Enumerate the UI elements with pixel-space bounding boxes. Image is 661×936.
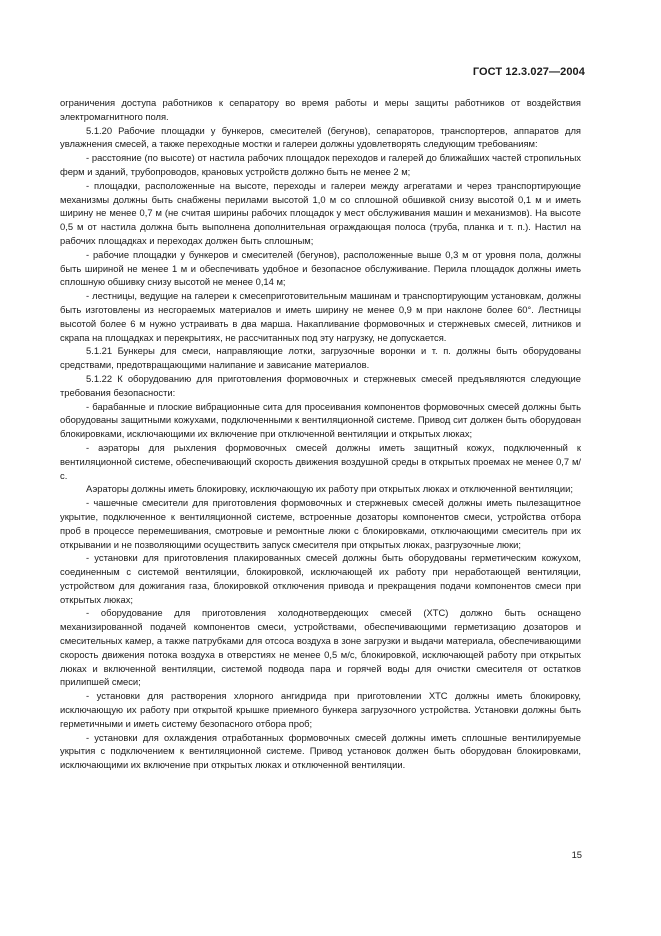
paragraph: - барабанные и плоские вибрационные сита для просеивания компонентов формовочных смесей должны быть оборудованы защитными кожухами, подключенными к вентиляционной системе. Привод сит должен быть оборудован блокировками, исключающими их включение при отключенной вентиляции и открытых люках;	[60, 400, 581, 440]
paragraph: - установки для приготовления плакированных смесей должны быть оборудованы герметическим кожухом, соединенным с системой вентиляции, блокировкой, исключающей их работу при неработающей вентиляции, устройством для дожигания газа, блокировкой отключения привода и прекращения подачи компонентов смеси при открытых люках;	[60, 552, 581, 605]
paragraph: ограничения доступа работников к сепаратору во время работы и меры защиты работников от воздействия электромагнитного поля.	[60, 97, 581, 122]
paragraph: - оборудование для приготовления холоднотвердеющих смесей (ХТС) должно быть оснащено механизированной подачей компонентов смеси, устройствами, обеспечивающими герметизацию дозаторов и смесительных камер, а также патрубками для отсоса воздуха в зоне загрузки и выдачи материала, обеспечивающими скорость движения потока воздуха в отверстиях не менее 0,5 м/с, блокировкой, исключающей работу при открытых люках и включенной вентиляции, системой подвода пара и горячей воды для очистки смесителя от остатков прилипшей смеси;	[60, 607, 581, 688]
document-header: ГОСТ 12.3.027—2004	[472, 66, 585, 78]
page-number: 15	[571, 849, 582, 860]
paragraph: - площадки, расположенные на высоте, переходы и галереи между агрегатами и через транспортирующие механизмы должны быть снабжены перилами высотой 1,0 м со сплошной обшивкой снизу высотой 0,1 м и иметь ширину не менее 0,7 м (не считая ширины рабочих площадок у мест обслуживания машин и механизмов). На высоте 0,5 м от настила должна быть выполнена дополнительная ограждающая полоса (труба, планка и т. п.). Настил на рабочих площадках и переходах должен быть сплошным;	[60, 179, 581, 246]
paragraph: - аэраторы для рыхления формовочных смесей должны иметь защитный кожух, подключенный к вентиляционной системе, обеспечивающий скорость движения воздушной среды в открытых проемах не менее 0,7 м/с.	[60, 441, 581, 481]
paragraph: - чашечные смесители для приготовления формовочных и стержневых смесей должны иметь пылезащитное укрытие, подключенное к вентиляционной системе, встроенные дозаторы компонентов смеси, устройства отбора проб в процессе перемешивания, смотровые и ремонтные люки с блокировками, отключающими смеситель при их открывании и не позволяющими осуществить запуск смесителя при открытых люках, разгрузочные люки;	[60, 497, 581, 550]
paragraph: 5.1.21 Бункеры для смеси, направляющие лотки, загрузочные воронки и т. п. должны быть оборудованы средствами, предотвращающими налипание и зависание материалов.	[60, 345, 581, 371]
paragraph: 5.1.20 Рабочие площадки у бункеров, смесителей (бегунов), сепараторов, транспортеров, аппаратов для увлажнения смесей, а также переходные мостки и галереи должны удовлетворять следующим требованиям:	[60, 124, 581, 150]
paragraph: - расстояние (по высоте) от настила рабочих площадок переходов и галерей до ближайших частей стропильных ферм и зданий, трубопроводов, крановых устройств должно быть не менее 2 м;	[60, 152, 581, 177]
paragraph: - лестницы, ведущие на галереи к смесеприготовительным машинам и транспортирующим установкам, должны быть изготовлены из несгораемых материалов и иметь ширину не менее 0,9 м при наклоне более 60°. Лестницы высотой более 6 м нужно устраивать в два марша. Накапливание формовочных и стержневых смесей, литников и скрапа на площадках и перекрытиях, не рассчитанных под эту нагрузку, не допускается.	[60, 290, 581, 343]
paragraph: - рабочие площадки у бункеров и смесителей (бегунов), расположенные выше 0,3 м от уровня пола, должны быть шириной не менее 1 м и обеспечивать удобное и безопасное обслуживание. Перила площадок должны иметь сплошную обшивку снизу высотой не менее 0,14 м;	[60, 248, 581, 288]
paragraph: - установки для растворения хлорного ангидрида при приготовлении ХТС должны иметь блокировку, исключающую их работу при открытой крышке приемного бункера загрузочного устройства. Установки должны быть герметичными и иметь систему безопасного отбора проб;	[60, 690, 581, 729]
document-body	[60, 96, 581, 772]
paragraph: - установки для охлаждения отработанных формовочных смесей должны иметь сплошные вентилируемые укрытия с подключением к вентиляционной системе. Привод установок должен быть оборудован блокировками, исключающими их включение при открытых люках и отключенной вентиляции.	[60, 731, 581, 771]
paragraph: Аэраторы должны иметь блокировку, исключающую их работу при открытых люках и отключенной вентиляции;	[86, 483, 573, 495]
paragraph: 5.1.22 К оборудованию для приготовления формовочных и стержневых смесей предъявляются следующие требования безопасности:	[60, 372, 581, 398]
